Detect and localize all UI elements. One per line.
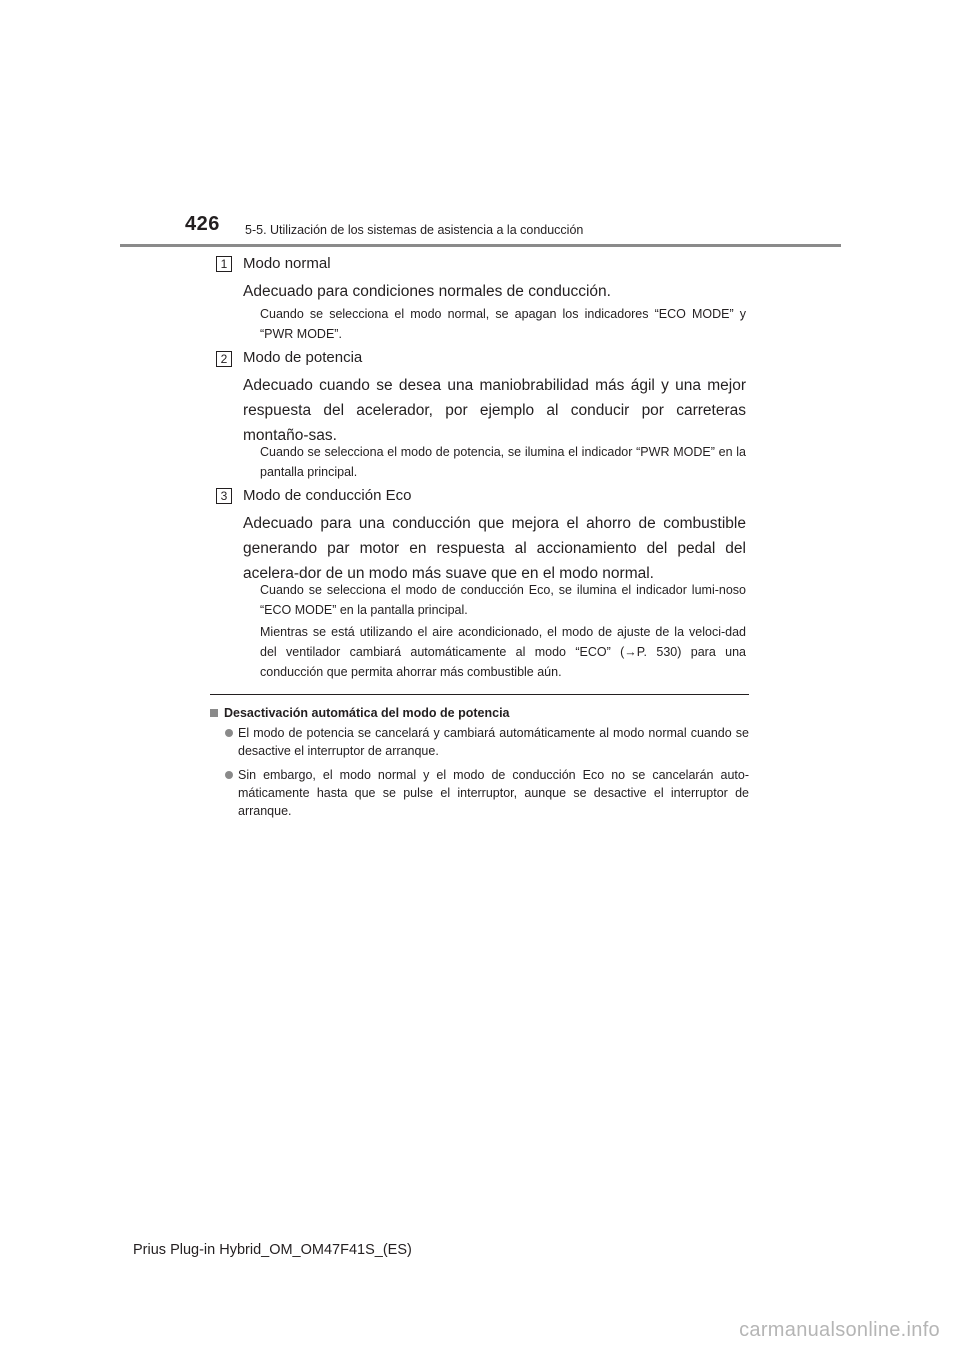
note-bullet-2: Sin embargo, el modo normal y el modo de conducción Eco no se cancelarán auto-máticamente hasta que se pulse el interruptor, aunque se desactive el interruptor de arranque. bbox=[238, 768, 749, 818]
notes-heading-text: Desactivación automática del modo de potencia bbox=[224, 706, 510, 720]
item-note-eco-mode: Cuando se selecciona el modo de conducción Eco, se ilumina el indicador lumi-noso “ECO MODE” en la pantalla principal. bbox=[260, 583, 746, 617]
number-2-icon: 2 bbox=[216, 351, 232, 367]
item-description-eco-mode: Adecuado para una conducción que mejora el ahorro de combustible generando par motor en respuesta al accionamiento del pedal del acelera-dor de un modo más suave que en el modo normal. bbox=[243, 515, 746, 582]
item-title-normal-mode: Modo normal bbox=[243, 255, 331, 272]
item-title-eco-mode: Modo de conducción Eco bbox=[243, 487, 412, 504]
notes-heading bbox=[210, 706, 510, 720]
item-title-power-mode: Modo de potencia bbox=[243, 349, 363, 366]
footer-document-id: Prius Plug-in Hybrid_OM_OM47F41S_(ES) bbox=[133, 1242, 412, 1258]
item-note-eco-mode-air-conditioning: Mientras se está utilizando el aire acondicionado, el modo de ajuste de la veloci-dad del ventilador cambiará automáticamente al modo “ECO” (→P. 530) para una conducción que permita ahorrar más combustible aún. bbox=[260, 625, 746, 679]
item-note-power-mode: Cuando se selecciona el modo de potencia, se ilumina el indicador “PWR MODE” en la pantalla principal. bbox=[260, 445, 746, 479]
section-title: 5-5. Utilización de los sistemas de asistencia a la conducción bbox=[245, 223, 584, 237]
notes-divider bbox=[210, 694, 749, 695]
item-description-power-mode: Adecuado cuando se desea una maniobrabilidad más ágil y una mejor respuesta del acelerador, por ejemplo al conducir por carreteras montaño-sas. bbox=[243, 377, 746, 444]
circle-bullet-icon bbox=[225, 771, 233, 779]
watermark: carmanualsonline.info bbox=[739, 1319, 940, 1341]
square-bullet-icon bbox=[210, 709, 218, 717]
header-divider bbox=[120, 244, 841, 247]
circle-bullet-icon bbox=[225, 729, 233, 737]
note-bullet-1: El modo de potencia se cancelará y cambiará automáticamente al modo normal cuando se desactive el interruptor de arranque. bbox=[238, 726, 749, 758]
page-number: 426 bbox=[185, 213, 220, 235]
item-description-normal-mode: Adecuado para condiciones normales de conducción. bbox=[243, 283, 611, 300]
number-3-icon: 3 bbox=[216, 488, 232, 504]
item-note-normal-mode: Cuando se selecciona el modo normal, se apagan los indicadores “ECO MODE” y “PWR MODE”. bbox=[260, 307, 746, 341]
number-1-icon: 1 bbox=[216, 256, 232, 272]
